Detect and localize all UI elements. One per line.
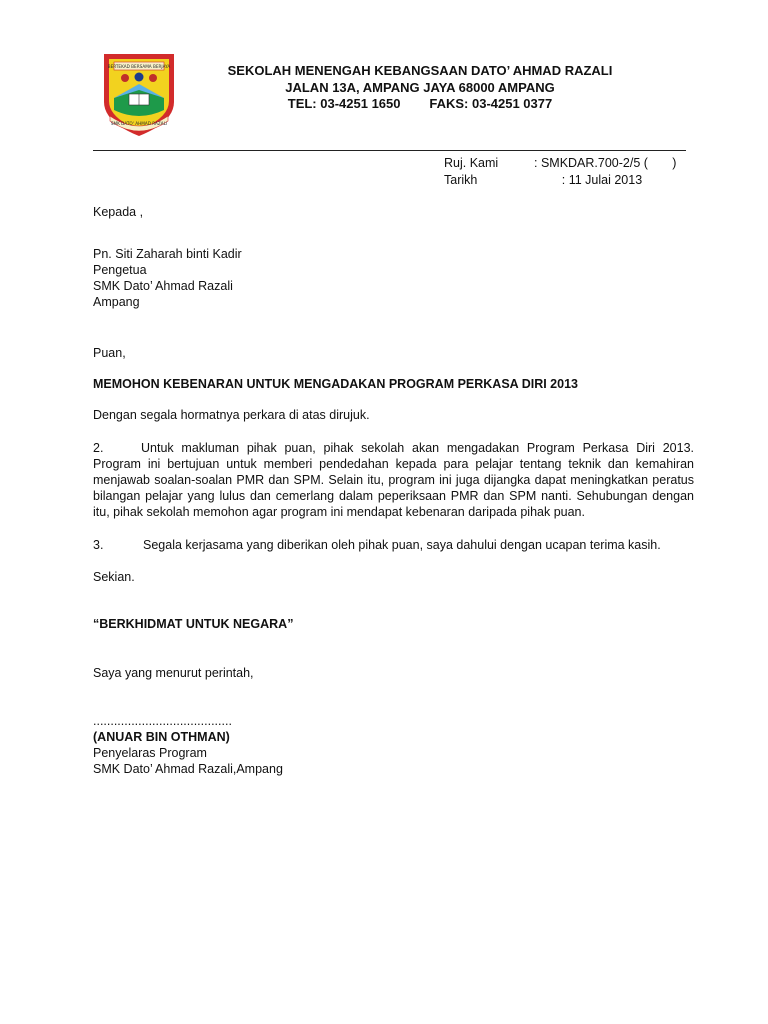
signature-line: ........................................ xyxy=(93,714,232,728)
recipient-school: SMK Dato’ Ahmad Razali xyxy=(93,279,233,293)
salutation: Puan, xyxy=(93,346,126,360)
motto-line: “BERKHIDMAT UNTUK NEGARA” xyxy=(93,617,294,631)
signature-block xyxy=(93,713,694,777)
sign-intro: Saya yang menurut perintah, xyxy=(93,666,254,680)
kepada-label: Kepada , xyxy=(93,205,144,219)
tarikh-label: Tarikh xyxy=(444,172,478,187)
letterhead xyxy=(190,63,650,113)
recipient-block xyxy=(93,246,694,310)
tarikh-value: : 11 Julai 2013 xyxy=(534,172,643,187)
paragraph-2-text: Untuk makluman pihak puan, pihak sekolah akan mengadakan Program Perkasa Diri 2013. Program ini bertujuan untuk memberi pendedahan kepada para pelajar tentang teknik dan kemahiran menjawab soalan-soalan PMR dan SPM. Selain itu, program ini juga dijangka dapat meningkatkan peratus bilangan pelajar yang lulus dan cemerlang dalam peperiksaan PMR dan SPM nanti. Sehubungan dengan itu, pihak sekolah memohon agar program ini mendapat kebenaran daripada pihak puan. xyxy=(93,441,694,519)
subject-line: MEMOHON KEBENARAN UNTUK MENGADAKAN PROGRAM PERKASA DIRI 2013 xyxy=(93,377,578,391)
reference-block xyxy=(444,155,676,188)
signatory-name: (ANUAR BIN OTHMAN) xyxy=(93,730,230,744)
opening-line: Dengan segala hormatnya perkara di atas dirujuk. xyxy=(93,408,370,422)
paragraph-3-text: Segala kerjasama yang diberikan oleh pihak puan, saya dahului dengan ucapan terima kasih. xyxy=(143,538,661,552)
school-name: SEKOLAH MENENGAH KEBANGSAAN DATO’ AHMAD RAZALI xyxy=(227,63,613,78)
paragraph-2 xyxy=(93,440,694,520)
ruj-label: Ruj. Kami xyxy=(444,156,499,170)
crest-motto-text: SMK DATO' AHMAD RAZALI xyxy=(110,121,168,126)
recipient-title: Pengetua xyxy=(93,263,147,277)
paragraph-2-number: 2. xyxy=(93,441,104,455)
paragraph-3 xyxy=(93,537,694,553)
ruj-value: : SMKDAR.700-2/5 ( ) xyxy=(534,156,677,170)
recipient-name: Pn. Siti Zaharah binti Kadir xyxy=(93,247,242,261)
school-contact: TEL: 03-4251 1650 FAKS: 03-4251 0377 xyxy=(287,96,553,111)
school-crest-icon xyxy=(96,50,182,138)
header-divider xyxy=(93,138,686,151)
closing-line: Sekian. xyxy=(93,570,135,584)
signatory-school: SMK Dato’ Ahmad Razali,Ampang xyxy=(93,762,283,776)
crest-banner-text: BERTEKAD BERSAMA BERJAYA xyxy=(107,64,171,69)
recipient-town: Ampang xyxy=(93,295,140,309)
school-address: JALAN 13A, AMPANG JAYA 68000 AMPANG xyxy=(285,79,555,95)
paragraph-3-number: 3. xyxy=(93,538,104,552)
signatory-position: Penyelaras Program xyxy=(93,746,207,760)
